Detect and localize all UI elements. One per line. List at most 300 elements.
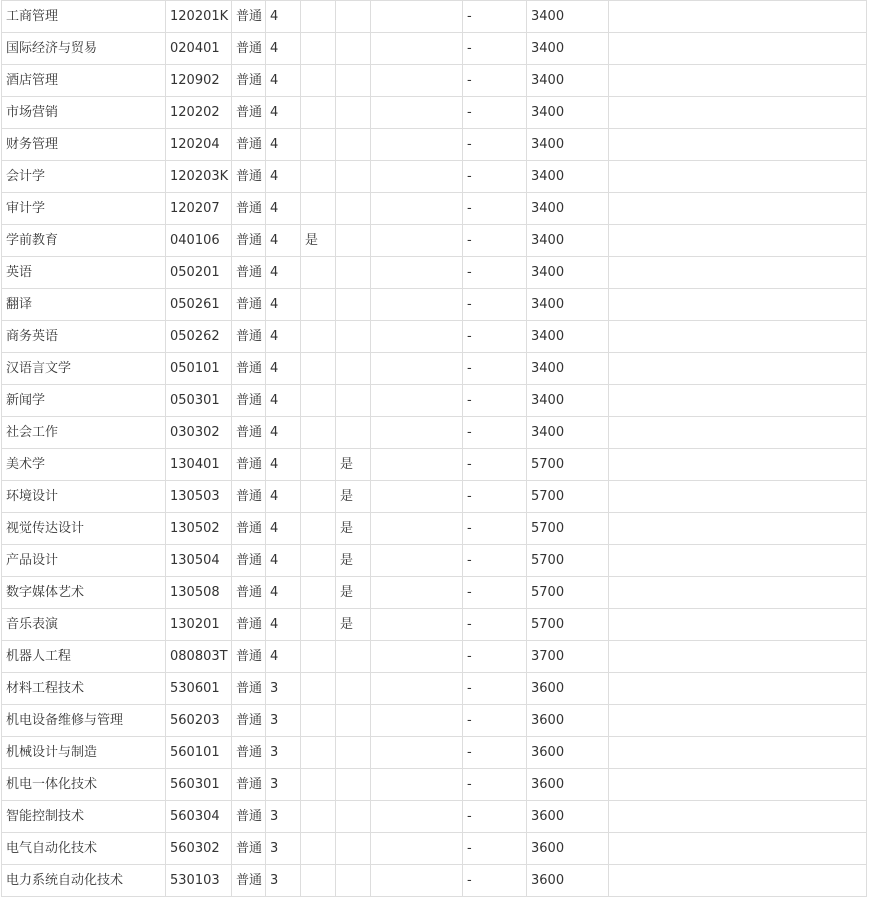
duration-years-cell: 4 — [266, 577, 301, 609]
tuition-fee-cell: 3400 — [527, 1, 609, 33]
dash-cell: - — [463, 577, 527, 609]
note-cell — [609, 129, 867, 161]
major-code-cell: 050261 — [166, 289, 232, 321]
table-row — [2, 225, 867, 257]
major-code-cell: 560302 — [166, 833, 232, 865]
art-major-cell — [336, 33, 371, 65]
program-type-cell: 普通 — [232, 161, 266, 193]
note-cell — [609, 161, 867, 193]
dash-cell: - — [463, 33, 527, 65]
major-code-cell: 130504 — [166, 545, 232, 577]
art-major-cell: 是 — [336, 609, 371, 641]
teacher-training-cell — [301, 353, 336, 385]
major-code-cell: 080803T — [166, 641, 232, 673]
program-type-cell: 普通 — [232, 449, 266, 481]
major-code-cell: 120201K — [166, 1, 232, 33]
art-major-cell — [336, 97, 371, 129]
majors-table-body — [2, 1, 867, 897]
note-cell — [609, 321, 867, 353]
duration-years-cell: 4 — [266, 289, 301, 321]
table-row — [2, 513, 867, 545]
major-code-cell: 050262 — [166, 321, 232, 353]
duration-years-cell: 4 — [266, 321, 301, 353]
duration-years-cell: 4 — [266, 545, 301, 577]
table-row — [2, 641, 867, 673]
major-code-cell: 030302 — [166, 417, 232, 449]
duration-years-cell: 4 — [266, 1, 301, 33]
table-row — [2, 33, 867, 65]
tuition-fee-cell: 3400 — [527, 353, 609, 385]
tuition-fee-cell: 5700 — [527, 481, 609, 513]
dash-cell: - — [463, 705, 527, 737]
table-row — [2, 321, 867, 353]
empty-cell — [371, 225, 463, 257]
teacher-training-cell — [301, 193, 336, 225]
note-cell — [609, 609, 867, 641]
teacher-training-cell — [301, 129, 336, 161]
program-type-cell: 普通 — [232, 545, 266, 577]
tuition-fee-cell: 3600 — [527, 769, 609, 801]
major-name-cell: 环境设计 — [2, 481, 166, 513]
art-major-cell — [336, 193, 371, 225]
tuition-fee-cell: 3600 — [527, 705, 609, 737]
major-name-cell: 工商管理 — [2, 1, 166, 33]
major-name-cell: 新闻学 — [2, 385, 166, 417]
major-code-cell: 020401 — [166, 33, 232, 65]
note-cell — [609, 417, 867, 449]
duration-years-cell: 4 — [266, 609, 301, 641]
teacher-training-cell — [301, 33, 336, 65]
art-major-cell: 是 — [336, 513, 371, 545]
duration-years-cell: 4 — [266, 481, 301, 513]
program-type-cell: 普通 — [232, 33, 266, 65]
program-type-cell: 普通 — [232, 97, 266, 129]
major-name-cell: 材料工程技术 — [2, 673, 166, 705]
major-name-cell: 英语 — [2, 257, 166, 289]
program-type-cell: 普通 — [232, 577, 266, 609]
major-name-cell: 学前教育 — [2, 225, 166, 257]
table-row — [2, 417, 867, 449]
dash-cell: - — [463, 193, 527, 225]
art-major-cell — [336, 1, 371, 33]
art-major-cell — [336, 417, 371, 449]
empty-cell — [371, 129, 463, 161]
teacher-training-cell — [301, 257, 336, 289]
note-cell — [609, 65, 867, 97]
duration-years-cell: 3 — [266, 737, 301, 769]
program-type-cell: 普通 — [232, 353, 266, 385]
empty-cell — [371, 353, 463, 385]
tuition-fee-cell: 3600 — [527, 833, 609, 865]
dash-cell: - — [463, 97, 527, 129]
empty-cell — [371, 641, 463, 673]
empty-cell — [371, 1, 463, 33]
program-type-cell: 普通 — [232, 481, 266, 513]
major-code-cell: 130201 — [166, 609, 232, 641]
dash-cell: - — [463, 673, 527, 705]
majors-table — [1, 0, 867, 897]
table-row — [2, 865, 867, 897]
teacher-training-cell — [301, 609, 336, 641]
dash-cell: - — [463, 481, 527, 513]
major-name-cell: 产品设计 — [2, 545, 166, 577]
note-cell — [609, 353, 867, 385]
major-code-cell: 530601 — [166, 673, 232, 705]
program-type-cell: 普通 — [232, 801, 266, 833]
major-code-cell: 130503 — [166, 481, 232, 513]
major-code-cell: 560101 — [166, 737, 232, 769]
major-code-cell: 120204 — [166, 129, 232, 161]
note-cell — [609, 673, 867, 705]
program-type-cell: 普通 — [232, 385, 266, 417]
tuition-fee-cell: 3400 — [527, 385, 609, 417]
note-cell — [609, 449, 867, 481]
dash-cell: - — [463, 513, 527, 545]
major-name-cell: 电气自动化技术 — [2, 833, 166, 865]
table-row — [2, 769, 867, 801]
note-cell — [609, 257, 867, 289]
major-code-cell: 120202 — [166, 97, 232, 129]
empty-cell — [371, 321, 463, 353]
major-code-cell: 560203 — [166, 705, 232, 737]
major-code-cell: 530103 — [166, 865, 232, 897]
note-cell — [609, 545, 867, 577]
tuition-fee-cell: 3600 — [527, 801, 609, 833]
major-code-cell: 050101 — [166, 353, 232, 385]
program-type-cell: 普通 — [232, 225, 266, 257]
major-name-cell: 汉语言文学 — [2, 353, 166, 385]
table-row — [2, 193, 867, 225]
duration-years-cell: 4 — [266, 641, 301, 673]
major-code-cell: 560304 — [166, 801, 232, 833]
duration-years-cell: 4 — [266, 129, 301, 161]
tuition-fee-cell: 3400 — [527, 225, 609, 257]
note-cell — [609, 385, 867, 417]
major-code-cell: 130508 — [166, 577, 232, 609]
major-name-cell: 视觉传达设计 — [2, 513, 166, 545]
empty-cell — [371, 801, 463, 833]
note-cell — [609, 481, 867, 513]
tuition-fee-cell: 5700 — [527, 609, 609, 641]
empty-cell — [371, 833, 463, 865]
note-cell — [609, 769, 867, 801]
tuition-fee-cell: 3400 — [527, 161, 609, 193]
note-cell — [609, 705, 867, 737]
art-major-cell — [336, 65, 371, 97]
table-row — [2, 705, 867, 737]
duration-years-cell: 3 — [266, 769, 301, 801]
teacher-training-cell — [301, 673, 336, 705]
program-type-cell: 普通 — [232, 289, 266, 321]
dash-cell: - — [463, 801, 527, 833]
tuition-fee-cell: 3400 — [527, 289, 609, 321]
art-major-cell — [336, 321, 371, 353]
duration-years-cell: 4 — [266, 257, 301, 289]
art-major-cell — [336, 225, 371, 257]
tuition-fee-cell: 3400 — [527, 417, 609, 449]
note-cell — [609, 97, 867, 129]
teacher-training-cell — [301, 865, 336, 897]
empty-cell — [371, 65, 463, 97]
tuition-fee-cell: 5700 — [527, 513, 609, 545]
dash-cell: - — [463, 609, 527, 641]
dash-cell: - — [463, 865, 527, 897]
empty-cell — [371, 33, 463, 65]
duration-years-cell: 4 — [266, 225, 301, 257]
empty-cell — [371, 737, 463, 769]
major-name-cell: 机械设计与制造 — [2, 737, 166, 769]
teacher-training-cell — [301, 737, 336, 769]
table-row — [2, 161, 867, 193]
note-cell — [609, 865, 867, 897]
empty-cell — [371, 769, 463, 801]
art-major-cell — [336, 129, 371, 161]
duration-years-cell: 4 — [266, 385, 301, 417]
tuition-fee-cell: 3600 — [527, 673, 609, 705]
table-row — [2, 481, 867, 513]
major-name-cell: 财务管理 — [2, 129, 166, 161]
dash-cell: - — [463, 1, 527, 33]
program-type-cell: 普通 — [232, 321, 266, 353]
art-major-cell: 是 — [336, 449, 371, 481]
teacher-training-cell — [301, 545, 336, 577]
note-cell — [609, 641, 867, 673]
tuition-fee-cell: 5700 — [527, 449, 609, 481]
program-type-cell: 普通 — [232, 65, 266, 97]
duration-years-cell: 3 — [266, 673, 301, 705]
teacher-training-cell — [301, 385, 336, 417]
empty-cell — [371, 385, 463, 417]
table-row — [2, 545, 867, 577]
major-code-cell: 040106 — [166, 225, 232, 257]
duration-years-cell: 4 — [266, 353, 301, 385]
duration-years-cell: 4 — [266, 417, 301, 449]
duration-years-cell: 4 — [266, 161, 301, 193]
table-row — [2, 449, 867, 481]
dash-cell: - — [463, 65, 527, 97]
note-cell — [609, 289, 867, 321]
major-name-cell: 市场营销 — [2, 97, 166, 129]
tuition-fee-cell: 3400 — [527, 257, 609, 289]
art-major-cell — [336, 769, 371, 801]
table-row — [2, 577, 867, 609]
major-code-cell: 120902 — [166, 65, 232, 97]
table-row — [2, 609, 867, 641]
tuition-fee-cell: 3600 — [527, 737, 609, 769]
tuition-fee-cell: 3400 — [527, 65, 609, 97]
dash-cell: - — [463, 385, 527, 417]
empty-cell — [371, 257, 463, 289]
art-major-cell — [336, 641, 371, 673]
dash-cell: - — [463, 417, 527, 449]
dash-cell: - — [463, 737, 527, 769]
dash-cell: - — [463, 225, 527, 257]
dash-cell: - — [463, 161, 527, 193]
note-cell — [609, 193, 867, 225]
art-major-cell — [336, 385, 371, 417]
program-type-cell: 普通 — [232, 769, 266, 801]
empty-cell — [371, 417, 463, 449]
teacher-training-cell — [301, 513, 336, 545]
teacher-training-cell — [301, 481, 336, 513]
major-name-cell: 智能控制技术 — [2, 801, 166, 833]
empty-cell — [371, 577, 463, 609]
art-major-cell: 是 — [336, 545, 371, 577]
tuition-fee-cell: 3400 — [527, 97, 609, 129]
table-row — [2, 801, 867, 833]
art-major-cell: 是 — [336, 577, 371, 609]
art-major-cell: 是 — [336, 481, 371, 513]
program-type-cell: 普通 — [232, 865, 266, 897]
table-row — [2, 353, 867, 385]
empty-cell — [371, 449, 463, 481]
empty-cell — [371, 513, 463, 545]
duration-years-cell: 3 — [266, 705, 301, 737]
teacher-training-cell — [301, 321, 336, 353]
dash-cell: - — [463, 641, 527, 673]
major-name-cell: 机电一体化技术 — [2, 769, 166, 801]
table-row — [2, 385, 867, 417]
program-type-cell: 普通 — [232, 641, 266, 673]
note-cell — [609, 833, 867, 865]
art-major-cell — [336, 673, 371, 705]
program-type-cell: 普通 — [232, 673, 266, 705]
dash-cell: - — [463, 321, 527, 353]
teacher-training-cell — [301, 1, 336, 33]
major-code-cell: 560301 — [166, 769, 232, 801]
dash-cell: - — [463, 545, 527, 577]
table-row — [2, 289, 867, 321]
art-major-cell — [336, 801, 371, 833]
table-row — [2, 737, 867, 769]
major-code-cell: 130401 — [166, 449, 232, 481]
art-major-cell — [336, 865, 371, 897]
major-code-cell: 120207 — [166, 193, 232, 225]
table-row — [2, 1, 867, 33]
major-name-cell: 电力系统自动化技术 — [2, 865, 166, 897]
duration-years-cell: 3 — [266, 801, 301, 833]
tuition-fee-cell: 3400 — [527, 321, 609, 353]
teacher-training-cell — [301, 705, 336, 737]
major-code-cell: 130502 — [166, 513, 232, 545]
teacher-training-cell — [301, 801, 336, 833]
tuition-fee-cell: 5700 — [527, 577, 609, 609]
art-major-cell — [336, 737, 371, 769]
tuition-fee-cell: 3700 — [527, 641, 609, 673]
table-row — [2, 257, 867, 289]
art-major-cell — [336, 833, 371, 865]
art-major-cell — [336, 161, 371, 193]
major-name-cell: 机器人工程 — [2, 641, 166, 673]
empty-cell — [371, 161, 463, 193]
teacher-training-cell — [301, 65, 336, 97]
teacher-training-cell — [301, 641, 336, 673]
program-type-cell: 普通 — [232, 193, 266, 225]
art-major-cell — [336, 289, 371, 321]
dash-cell: - — [463, 769, 527, 801]
note-cell — [609, 33, 867, 65]
table-row — [2, 833, 867, 865]
art-major-cell — [336, 257, 371, 289]
table-row — [2, 673, 867, 705]
program-type-cell: 普通 — [232, 513, 266, 545]
major-name-cell: 数字媒体艺术 — [2, 577, 166, 609]
teacher-training-cell — [301, 769, 336, 801]
program-type-cell: 普通 — [232, 833, 266, 865]
duration-years-cell: 3 — [266, 833, 301, 865]
teacher-training-cell — [301, 97, 336, 129]
dash-cell: - — [463, 257, 527, 289]
major-name-cell: 社会工作 — [2, 417, 166, 449]
duration-years-cell: 4 — [266, 65, 301, 97]
teacher-training-cell — [301, 161, 336, 193]
teacher-training-cell — [301, 449, 336, 481]
program-type-cell: 普通 — [232, 609, 266, 641]
empty-cell — [371, 545, 463, 577]
major-name-cell: 商务英语 — [2, 321, 166, 353]
tuition-fee-cell: 3600 — [527, 865, 609, 897]
tuition-fee-cell: 5700 — [527, 545, 609, 577]
major-name-cell: 美术学 — [2, 449, 166, 481]
duration-years-cell: 3 — [266, 865, 301, 897]
table-row — [2, 65, 867, 97]
program-type-cell: 普通 — [232, 129, 266, 161]
major-name-cell: 会计学 — [2, 161, 166, 193]
major-name-cell: 酒店管理 — [2, 65, 166, 97]
major-code-cell: 120203K — [166, 161, 232, 193]
program-type-cell: 普通 — [232, 257, 266, 289]
major-name-cell: 音乐表演 — [2, 609, 166, 641]
empty-cell — [371, 481, 463, 513]
major-name-cell: 国际经济与贸易 — [2, 33, 166, 65]
duration-years-cell: 4 — [266, 97, 301, 129]
dash-cell: - — [463, 289, 527, 321]
teacher-training-cell — [301, 289, 336, 321]
empty-cell — [371, 289, 463, 321]
empty-cell — [371, 609, 463, 641]
duration-years-cell: 4 — [266, 449, 301, 481]
major-code-cell: 050201 — [166, 257, 232, 289]
art-major-cell — [336, 705, 371, 737]
empty-cell — [371, 97, 463, 129]
empty-cell — [371, 673, 463, 705]
program-type-cell: 普通 — [232, 1, 266, 33]
program-type-cell: 普通 — [232, 705, 266, 737]
note-cell — [609, 577, 867, 609]
dash-cell: - — [463, 129, 527, 161]
dash-cell: - — [463, 833, 527, 865]
note-cell — [609, 225, 867, 257]
empty-cell — [371, 193, 463, 225]
note-cell — [609, 737, 867, 769]
note-cell — [609, 1, 867, 33]
major-code-cell: 050301 — [166, 385, 232, 417]
teacher-training-cell — [301, 833, 336, 865]
note-cell — [609, 513, 867, 545]
program-type-cell: 普通 — [232, 737, 266, 769]
major-name-cell: 机电设备维修与管理 — [2, 705, 166, 737]
note-cell — [609, 801, 867, 833]
duration-years-cell: 4 — [266, 193, 301, 225]
teacher-training-cell — [301, 417, 336, 449]
program-type-cell: 普通 — [232, 417, 266, 449]
empty-cell — [371, 865, 463, 897]
teacher-training-cell: 是 — [301, 225, 336, 257]
duration-years-cell: 4 — [266, 513, 301, 545]
tuition-fee-cell: 3400 — [527, 193, 609, 225]
empty-cell — [371, 705, 463, 737]
duration-years-cell: 4 — [266, 33, 301, 65]
